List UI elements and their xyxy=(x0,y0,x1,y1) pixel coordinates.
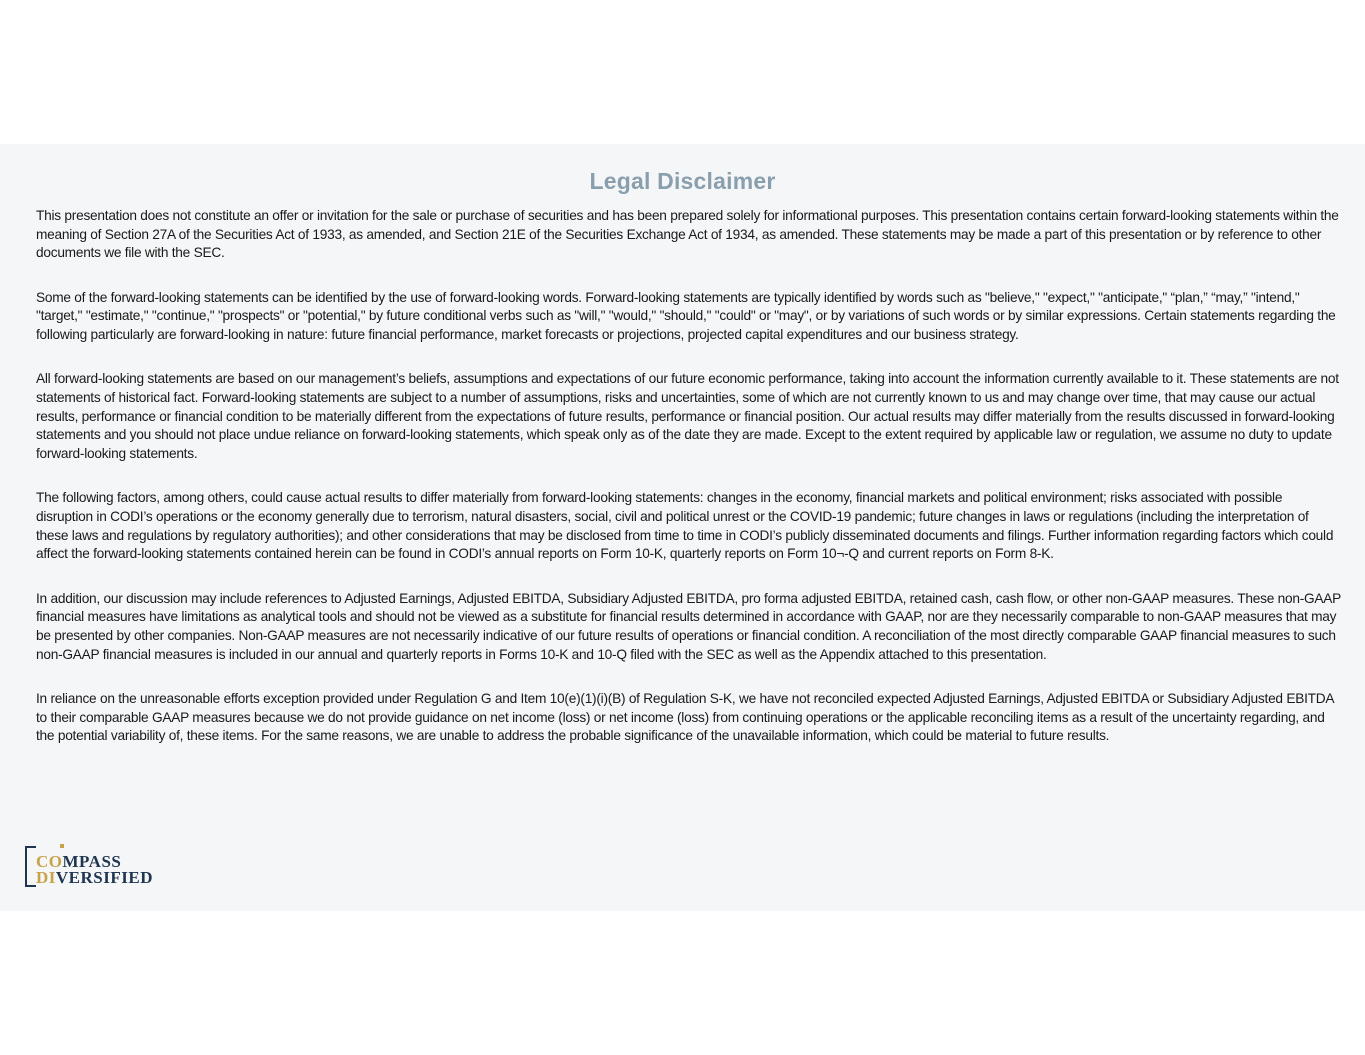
logo-accent-di: DI xyxy=(36,868,56,887)
slide xyxy=(0,144,1365,911)
logo-line-diversified xyxy=(36,868,153,888)
disclaimer-paragraph-risk-factors: The following factors, among others, could cause actual results to differ materially from forward-looking statements: changes in the economy, financial markets and political environment; risks associated with possible disruption in CODI’s operations or the economy generally due to terrorism, natural disasters, social, civil and political unrest or the COVID-19 pandemic; future changes in laws or regulations (including the interpretation of these laws and regulations by regulatory authorities); and other considerations that may be disclosed from time to time in CODI’s publicly disseminated documents and filings. Further information regarding factors which could affect the forward-looking statements contained herein can be found in CODI’s annual reports on Form 10-K, quarterly reports on Form 10¬-Q and current reports on Form 8-K. xyxy=(36,490,1334,562)
compass-diversified-logo xyxy=(24,844,174,890)
logo-compass-point-icon xyxy=(60,844,64,848)
slide-title: Legal Disclaimer xyxy=(589,168,776,194)
logo-text-versified: VERSIFIED xyxy=(55,868,153,887)
disclaimer-paragraph-forward-looking-words: Some of the forward-looking statements can be identified by the use of forward-looking words. Forward-looking statements are typically identified by words such as "believe," "expect," "anticipate," “plan,” “may,” "intend," "target," "estimate," "continue," "prospects" or "potential," by future conditional verbs such as "will," "would," "should," "could" or "may", or by variations of such words or by similar expressions. Certain statements regarding the following particularly are forward-looking in nature: future financial performance, market forecasts or projections, projected capital expenditures and our business strategy. xyxy=(36,289,1336,343)
logo-text-mpass: MPASS xyxy=(62,852,122,871)
disclaimer-paragraph-non-gaap: In addition, our discussion may include references to Adjusted Earnings, Adjusted EBITDA, Subsidiary Adjusted EBITDA, pro forma adjusted EBITDA, retained cash, cash flow, or other non-GAAP measures. These non-GAAP financial measures have limitations as analytical tools and should not be viewed as a substitute for financial results determined in accordance with GAAP, nor are they necessarily comparable to non-GAAP measures that may be presented by other companies. Non-GAAP measures are not necessarily indicative of our future results of operations or financial condition. A reconciliation of the most directly comparable GAAP financial measures to such non-GAAP financial measures is included in our annual and quarterly reports in Forms 10-K and 10-Q filed with the SEC as well as the Appendix attached to this presentation. xyxy=(36,590,1341,662)
disclaimer-body xyxy=(36,207,1342,771)
logo-accent-co: CO xyxy=(36,852,63,871)
disclaimer-paragraph-management-beliefs: All forward-looking statements are based on our management’s beliefs, assumptions and expectations of our future economic performance, taking into account the information currently available to it. These statements are not statements of historical fact. Forward-looking statements are subject to a number of assumptions, risks and uncertainties, some of which are not currently known to us and may change over time, that may cause our actual results, performance or financial condition to be materially different from the expectations of future results, performance or financial position. Our actual results may differ materially from the results discussed in forward-looking statements and you should not place undue reliance on forward-looking statements, which speak only as of the date they are made. Except to the extent required by applicable law or regulation, we assume no duty to update forward-looking statements. xyxy=(36,371,1339,462)
disclaimer-paragraph-regulation-g: In reliance on the unreasonable efforts exception provided under Regulation G and Item 10(e)(1)(i)(B) of Regulation S-K, we have not reconciled expected Adjusted Earnings, Adjusted EBITDA or Subsidiary Adjusted EBITDA to their comparable GAAP measures because we do not provide guidance on net income (loss) or net income (loss) from continuing operations or the applicable reconciling items as a result of the uncertainty regarding, and the potential variability of, these items. For the same reasons, we are unable to address the probable significance of the unavailable information, which could be material to future results. xyxy=(36,690,1334,744)
disclaimer-paragraph-securities: This presentation does not constitute an offer or invitation for the sale or purchase of securities and has been prepared solely for informational purposes. This presentation contains certain forward-looking statements within the meaning of Section 27A of the Securities Act of 1933, as amended, and Section 21E of the Securities Exchange Act of 1934, as amended. These statements may be made a part of this presentation or by reference to other documents we file with the SEC. xyxy=(36,208,1339,261)
logo-bracket-icon xyxy=(25,846,36,887)
